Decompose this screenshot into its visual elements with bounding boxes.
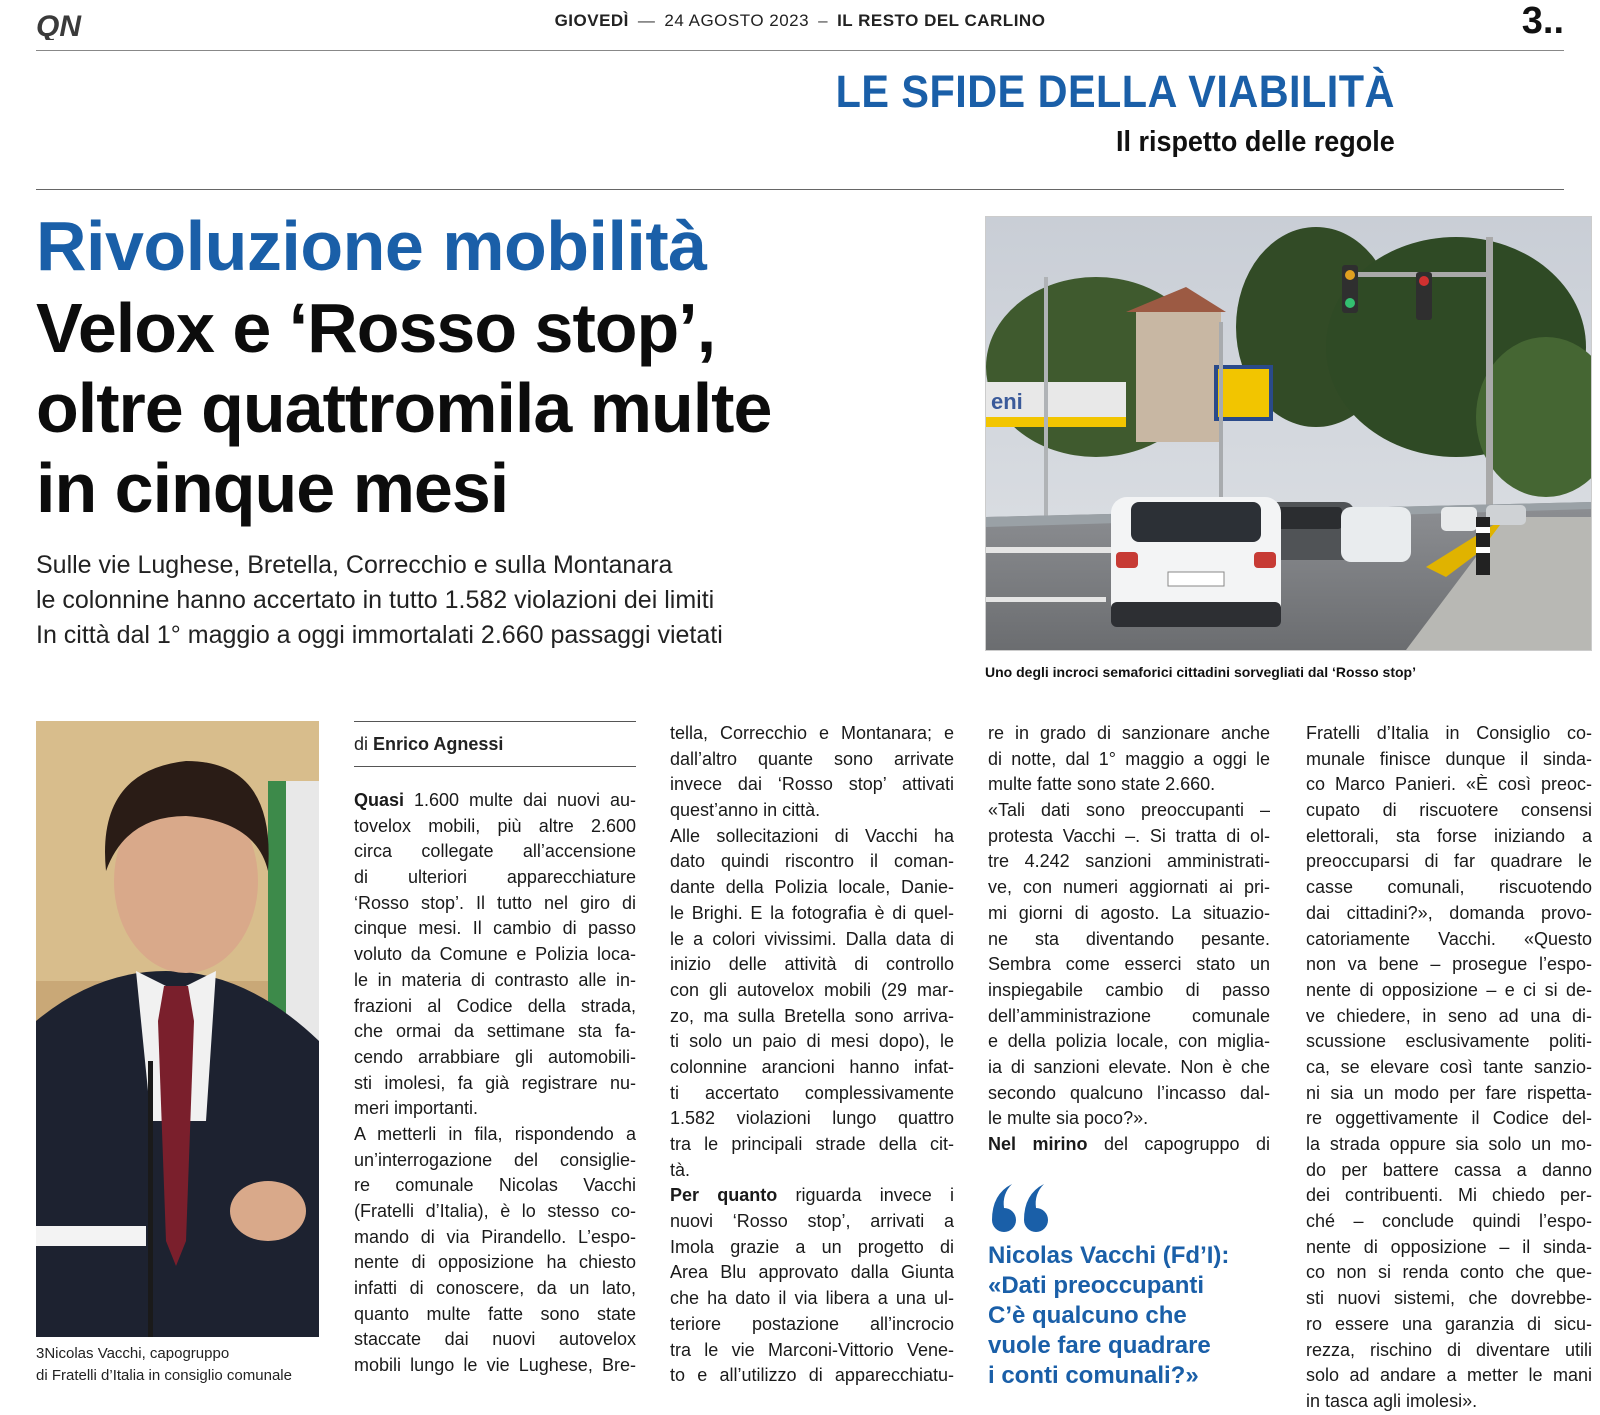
body-line: zo, ma sulla Bretella sono arriva- (670, 1005, 954, 1026)
body-line: quanto multe fatte sono state (354, 1303, 636, 1324)
body-line: preoccuparsi di far quadrare le (1306, 851, 1592, 872)
lead-in: Quasi (354, 790, 405, 810)
quote-line: «Dati preoccupanti (988, 1272, 1205, 1299)
body-line: ca, se elevare così tante sanzio- (1306, 1056, 1592, 1077)
body-line: inizio delle attività di controllo (670, 954, 954, 975)
body-line: di ulteriori apparecchiature (354, 867, 636, 888)
body-line: ve chiedere, in seno ad una di- (1306, 1005, 1592, 1026)
page-number: 3.. (1521, 0, 1564, 42)
svg-text:eni: eni (991, 389, 1023, 414)
body-line: e della polizia locale, con miglia- (988, 1031, 1270, 1052)
body-line: A metterli in fila, rispondendo a (354, 1123, 636, 1144)
body-line: catoriamente Vacchi. «Questo (1306, 928, 1592, 949)
body-line: dall’altro quante sono arrivate (670, 748, 954, 769)
body-line: dei contribuenti. Mi chiedo per- (1306, 1185, 1592, 1206)
body-line: Per quanto riguarda invece i (670, 1185, 954, 1206)
top-rule (36, 50, 1564, 51)
summary-line: le colonnine hanno accertato in tutto 1.582 violazioni dei limiti (36, 586, 715, 614)
body-line: circa collegate all’accensione (354, 841, 636, 862)
byline-author: Enrico Agnessi (373, 734, 504, 754)
article-column-4 (1306, 721, 1592, 1415)
body-line: Nel mirino del capogruppo di (988, 1134, 1270, 1154)
body-line: to e all’utilizzo di apparecchiatu- (670, 1365, 954, 1386)
article-column-1 (354, 788, 636, 1379)
body-line: ‘Rosso stop’. Il tutto nel giro di (354, 892, 636, 913)
body-line: re in grado di sanzionare anche (988, 723, 1270, 743)
body-line: Quasi 1.600 multe dai nuovi au- (354, 790, 636, 810)
body-line: teriore postazione all’incrocio (670, 1313, 954, 1334)
body-line: con gli autovelox mobili (29 mar- (670, 979, 954, 1000)
body-line: ne sta diventando pesante. (988, 928, 1270, 949)
body-line: mi giorni di agosto. La situazio- (988, 902, 1270, 923)
body-line: ve, con numeri aggiornati ai pri- (988, 877, 1270, 898)
body-line: di notte, dal 1° maggio a oggi le (988, 748, 1270, 769)
body-line: munale finisce dunque il sinda- (1306, 748, 1592, 769)
body-line: nente di opposizione ha chiesto (354, 1252, 636, 1273)
body-line: Area Blu approvato dalla Giunta (670, 1262, 954, 1283)
body-line: che ha dato il via libera a una ul- (670, 1288, 954, 1309)
body-line: invece dai ‘Rosso stop’ attivati (670, 774, 954, 795)
body-line: «Tali dati sono preoccupanti – (988, 800, 1270, 821)
dateline-date: 24 AGOSTO 2023 (664, 11, 810, 30)
body-line: Sembra come esserci stato un (988, 954, 1270, 975)
article-headline (36, 288, 936, 528)
body-line: Alle sollecitazioni di Vacchi ha (670, 825, 954, 846)
headline-line: Velox e ‘Rosso stop’, (36, 289, 716, 367)
body-line: (Fratelli d’Italia), è lo stesso co- (354, 1201, 636, 1221)
body-line: colonnine arancioni hanno infat- (670, 1056, 954, 1077)
body-line: tà. (670, 1159, 691, 1180)
article-column-2 (670, 721, 954, 1389)
body-line: casse comunali, riscuotendo (1306, 877, 1592, 898)
body-line: mobili lungo le vie Lughese, Bre- (354, 1355, 636, 1376)
body-line: nuovi ‘Rosso stop’, arrivati a (670, 1211, 954, 1232)
quote-line: vuole fare quadrare (988, 1332, 1211, 1359)
body-line: tra le vie Marconi-Vittorio Vene- (670, 1339, 954, 1360)
body-line: tre 4.242 sanzioni amministrati- (988, 851, 1270, 872)
body-line: ti accertato complessivamente (670, 1082, 954, 1103)
body-line: frazioni al Codice della strada, (354, 995, 636, 1016)
body-line: rezza, rischino di diventare utili (1306, 1339, 1592, 1360)
byline-rule (354, 766, 636, 767)
body-line: staccate dai nuovi autovelox (354, 1329, 636, 1350)
byline-prefix: di (354, 734, 369, 754)
body-line: cupato di riscuotere consensi (1306, 800, 1592, 821)
body-line: dante della Polizia locale, Danie- (670, 877, 954, 898)
body-line: dai cittadini?», domanda provo- (1306, 902, 1592, 923)
byline (354, 734, 503, 755)
body-line: 1.582 violazioni lungo quattro (670, 1108, 954, 1129)
body-line: che ormai da settimane sta fa- (354, 1021, 636, 1042)
dateline: GIOVEDÌ — 24 AGOSTO 2023 – IL RESTO DEL CARLINO (554, 11, 1046, 30)
summary-line: In città dal 1° maggio a oggi immortalati 2.660 passaggi vietati (36, 621, 723, 649)
body-line: co non si renda conto che que- (1306, 1262, 1592, 1283)
body-line: nente di opposizione – il sinda- (1306, 1236, 1592, 1257)
lead-in: Per quanto (670, 1185, 778, 1206)
quote-line: C’è qualcuno che (988, 1302, 1187, 1329)
headline-line: oltre quattromila multe (36, 369, 772, 447)
body-line: tella, Correcchio e Montanara; e (670, 723, 954, 743)
portrait-caption-line: 3Nicolas Vacchi, capogruppo (36, 1345, 230, 1362)
body-line: ni sia un modo per fare rispetta- (1306, 1082, 1592, 1103)
dateline-day: GIOVEDÌ (554, 11, 629, 30)
article-summary (36, 548, 936, 653)
body-line: cendo arrabbiare gli automobili- (354, 1046, 636, 1067)
body-line: ché – conclude quindi l’espo- (1306, 1211, 1592, 1232)
body-line: in tasca agli imolesi». (1306, 1390, 1478, 1411)
body-line: quest’anno in città. (670, 800, 821, 821)
body-line: tra le principali strade della cit- (670, 1134, 954, 1154)
quote-line: Nicolas Vacchi (Fd’I): (988, 1242, 1230, 1269)
body-line: scussione esclusivamente politi- (1306, 1031, 1592, 1052)
summary-line: Sulle vie Lughese, Bretella, Correcchio e sulla Montanara (36, 551, 673, 579)
body-line: ro essere una garanzia di sicu- (1306, 1313, 1592, 1334)
portrait-photo (36, 721, 319, 1337)
body-line: meri importanti. (354, 1098, 479, 1119)
body-line: re comunale Nicolas Vacchi (354, 1175, 636, 1196)
body-line: dell’amministrazione comunale (988, 1005, 1270, 1026)
logo-text: QN (36, 10, 81, 40)
body-line: ti solo un paio di mesi dopo), le (670, 1031, 954, 1052)
body-line: sti imolesi, fa già registrare nu- (354, 1072, 636, 1093)
body-line: solo ad andare a metter le mani (1306, 1365, 1592, 1386)
body-line: secondo qualcuno l’incasso dal- (988, 1082, 1270, 1103)
body-line: protesta Vacchi –. Si tratta di ol- (988, 825, 1270, 846)
body-line: le Brighi. E la fotografia è di quel- (670, 902, 954, 923)
body-line: inspiegabile cambio di passo (988, 979, 1270, 1000)
portrait-caption-line: di Fratelli d’Italia in consiglio comunale (36, 1367, 292, 1384)
body-line: Fratelli d’Italia in Consiglio co- (1306, 723, 1592, 743)
body-line: cinque mesi. Il cambio di passo (354, 918, 636, 939)
body-line: ia di sanzioni elevate. Non è che (988, 1056, 1270, 1077)
body-line: non va bene – prosegue l’espo- (1306, 954, 1592, 975)
body-line: mando di via Pirandello. L’espo- (354, 1226, 636, 1247)
body-line: infatti di conoscere, da un lato, (354, 1278, 636, 1299)
quote-marks-icon (988, 1180, 1052, 1234)
pull-quote (988, 1241, 1229, 1391)
intersection-photo (985, 216, 1592, 651)
body-line: multe fatte sono state 2.660. (988, 774, 1216, 795)
photo-caption: Uno degli incroci semaforici cittadini sorvegliati dal ‘Rosso stop’ (985, 664, 1416, 680)
body-line: tovelox mobili, più altre 2.600 (354, 815, 636, 836)
body-line: do per battere cassa a danno (1306, 1159, 1592, 1180)
body-line: voluto da Comune e Polizia loca- (354, 944, 636, 965)
body-line: re oggettivamente il Codice del- (1306, 1108, 1592, 1129)
body-line: sti nuovi sistemi, che dovrebbe- (1306, 1288, 1592, 1309)
newspaper-name: IL RESTO DEL CARLINO (837, 11, 1046, 30)
article-column-3 (988, 721, 1270, 1158)
headline-line: in cinque mesi (36, 449, 509, 527)
lead-in: Nel mirino (988, 1134, 1088, 1154)
body-line: elettorali, sta forse iniziando a (1306, 825, 1592, 846)
section-subtitle: Il rispetto delle regole (1116, 126, 1395, 158)
body-line: co Marco Panieri. «È così preoc- (1306, 774, 1592, 795)
byline-rule (354, 721, 636, 722)
body-line: le in materia di contrasto alle in- (354, 969, 636, 990)
body-line: Imola grazie a un progetto di (670, 1236, 954, 1257)
body-line: le multe sia poco?». (988, 1108, 1149, 1129)
body-line: dato quindi riscontro il coman- (670, 851, 954, 872)
body-line: nente di opposizione – e ci si de- (1306, 979, 1592, 1000)
body-line: un’interrogazione del consiglie- (354, 1149, 636, 1170)
article-kicker: Rivoluzione mobilità (36, 207, 707, 285)
portrait-caption (36, 1343, 292, 1387)
section-title: LE SFIDE DELLA VIABILITÀ (835, 66, 1395, 117)
body-line: la strada oppure sia solo un mo- (1306, 1134, 1592, 1154)
section-rule (36, 189, 1564, 190)
body-line: le a colori vivissimi. Dalla data di (670, 928, 954, 949)
quote-line: i conti comunali?» (988, 1362, 1199, 1389)
